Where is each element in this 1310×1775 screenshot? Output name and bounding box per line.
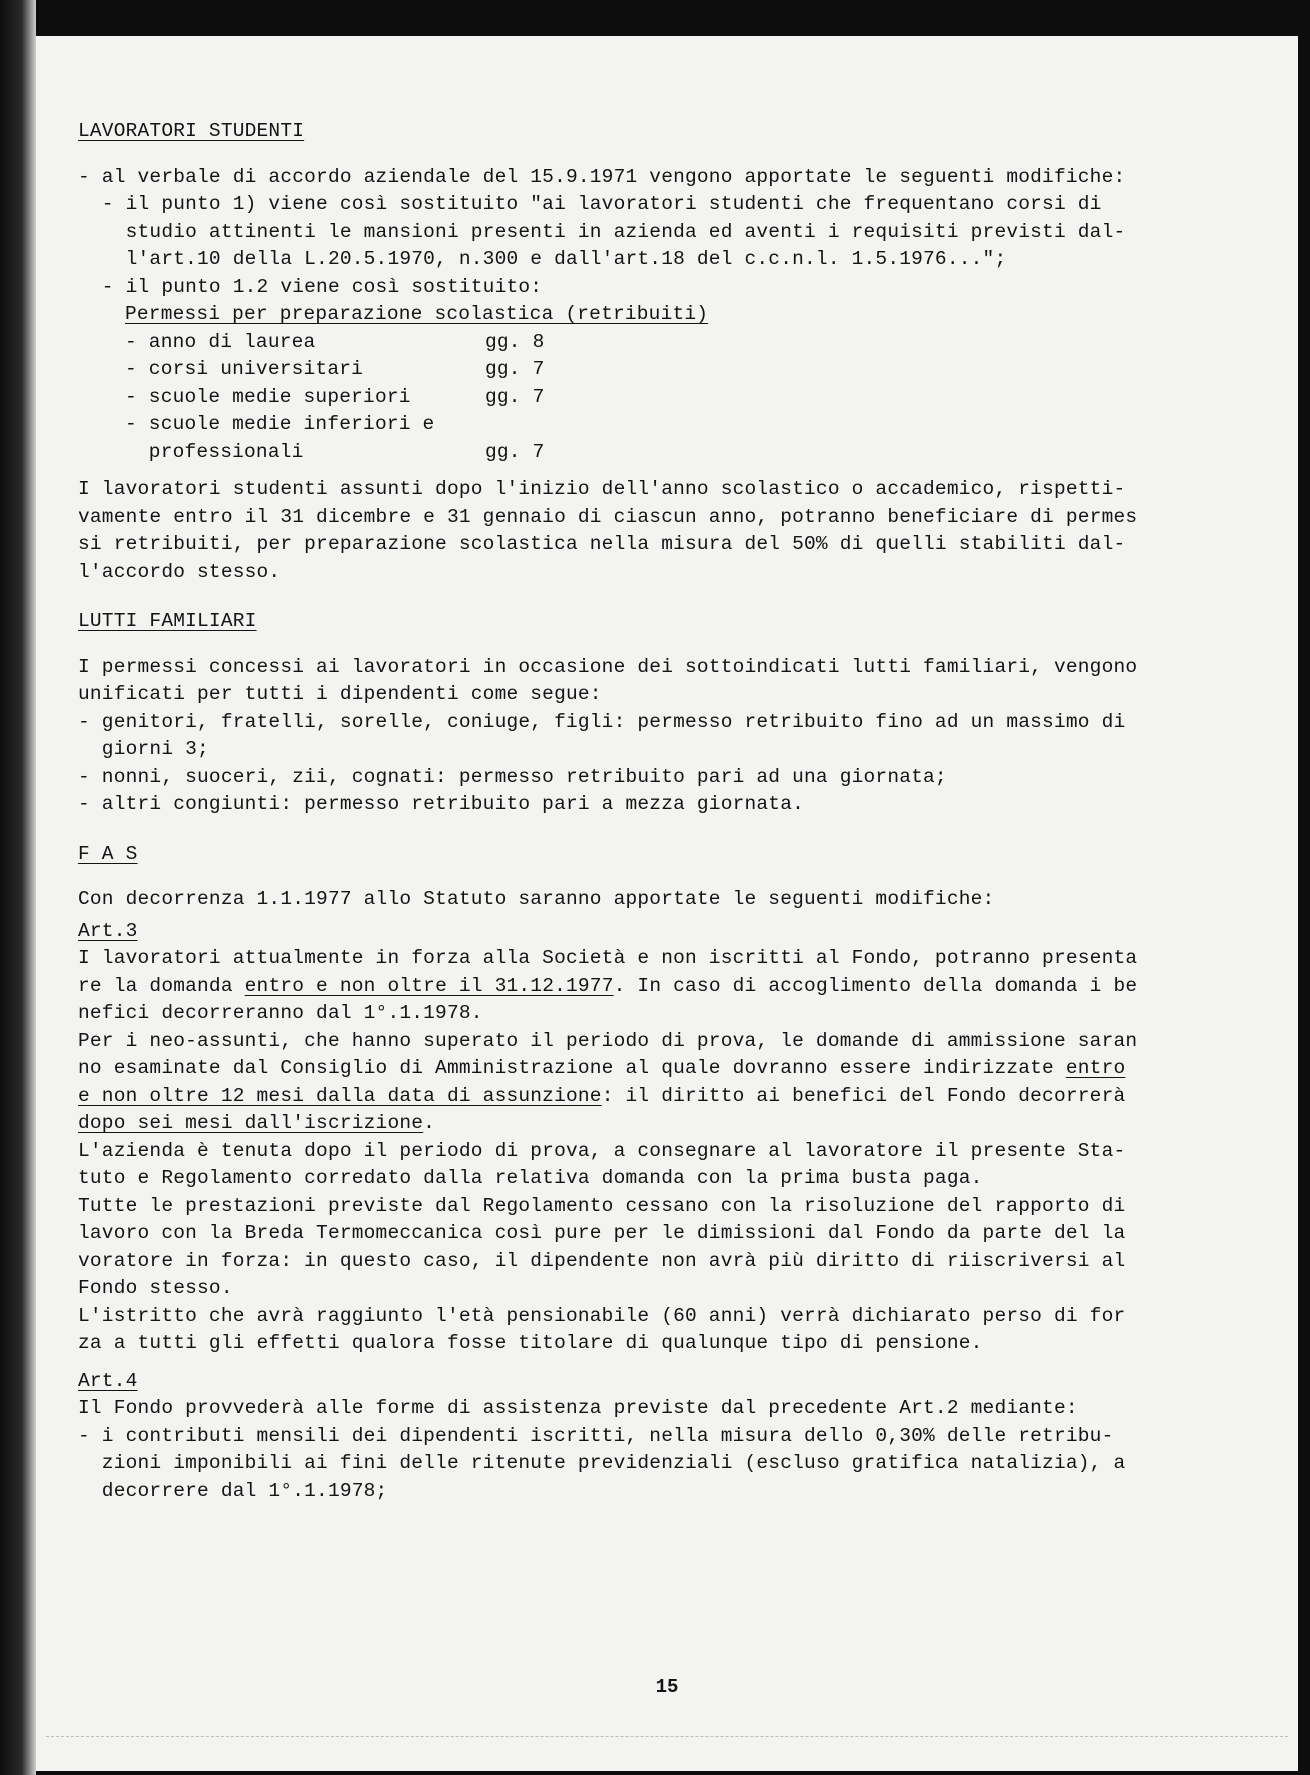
- text-line: nefici decorreranno dal 1°.1.1978.: [78, 1002, 483, 1024]
- fas-intro: Con decorrenza 1.1.1977 allo Statuto saranno apportate le seguenti modifiche:: [78, 888, 995, 910]
- permesso-row: [125, 411, 1208, 439]
- text-line: Per i neo-assunti, che hanno superato il periodo di prova, le domande di ammissione saran: [78, 1029, 1138, 1052]
- text-line: Fondo stesso.: [78, 1277, 233, 1299]
- text-line: I permessi concessi ai lavoratori in occasione dei sottoindicati lutti familiari, vengono: [78, 655, 1138, 678]
- text-fragment: re la domanda: [78, 974, 245, 997]
- document-page: [36, 36, 1298, 1771]
- text-line: I lavoratori studenti assunti dopo l'inizio dell'anno scolastico o accademico, rispetti-: [78, 478, 1126, 500]
- text-line: - nonni, suoceri, zii, cognati: permesso retribuito pari ad una giornata;: [78, 765, 947, 788]
- text-line: studio attinenti le mansioni presenti in azienda ed aventi i requisiti previsti dal-: [78, 220, 1126, 243]
- permessi-title: Permessi per preparazione scolastica (retribuiti): [125, 303, 709, 325]
- underlined-deadline: entro e non oltre il 31.12.1977: [244, 974, 614, 997]
- text-line: Il Fondo provvederà alle forme di assistenza previste dal precedente Art.2 mediante:: [78, 1397, 1078, 1419]
- permesso-label: professionali: [125, 440, 304, 463]
- text-line: tuto e Regolamento corredato dalla relativa domanda con la prima busta paga.: [78, 1167, 983, 1189]
- text-line: Tutte le prestazioni previste dal Regolamento cessano con la risoluzione del rapporto di: [78, 1194, 1126, 1217]
- section-title-lutti: LUTTI FAMILIARI: [78, 610, 257, 632]
- text-line: - altri congiunti: permesso retribuito pari a mezza giornata.: [78, 793, 805, 815]
- lavoratori-lines: [78, 164, 1208, 302]
- permesso-label: - corsi universitari: [125, 358, 364, 380]
- text-line: - i contributi mensili dei dipendenti iscritti, nella misura dello 0,30% delle retribu-: [78, 1424, 1114, 1447]
- underlined-text: dopo sei mesi dall'iscrizione: [78, 1112, 424, 1134]
- page-number: 15: [655, 1676, 679, 1698]
- text-line: - il punto 1.2 viene così sostituito:: [78, 275, 543, 298]
- text-line: I lavoratori attualmente in forza alla Società e non iscritti al Fondo, potranno presenta: [78, 947, 1138, 969]
- permesso-label: - anno di laurea: [125, 330, 316, 353]
- text-line: voratore in forza: in questo caso, il dipendente non avrà più diritto di riiscriversi al: [78, 1249, 1126, 1272]
- text-line: vamente entro il 31 dicembre e 31 gennaio di ciascun anno, potranno beneficiare di permes: [78, 505, 1138, 528]
- text-fragment: .: [423, 1112, 436, 1134]
- permesso-value: gg. 8: [485, 330, 545, 353]
- text-line: [78, 1083, 1208, 1111]
- text-line: - genitori, fratelli, sorelle, coniuge, figli: permesso retribuito fino ad un massimo di: [78, 710, 1126, 733]
- permesso-row: [125, 384, 1208, 412]
- text-line: za a tutti gli effetti qualora fosse titolare di qualunque tipo di pensione.: [78, 1332, 983, 1354]
- text-line: L'azienda è tenuta dopo il periodo di prova, a consegnare al lavoratore il presente Sta-: [78, 1139, 1126, 1162]
- art3-title: Art.3: [78, 919, 138, 942]
- text-line: - il punto 1) viene così sostituito "ai lavoratori studenti che frequentano corsi di: [78, 193, 1102, 215]
- permesso-row: [125, 329, 1208, 357]
- permessi-block: [78, 301, 1208, 466]
- lavoratori-paragraph: [78, 476, 1208, 586]
- text-line: decorrere dal 1°.1.1978;: [78, 1479, 388, 1502]
- text-line: [78, 973, 1208, 1001]
- underlined-text: e non oltre 12 mesi dalla data di assunzione: [78, 1084, 602, 1107]
- section-title-fas: F A S: [78, 842, 138, 865]
- permesso-row: [125, 356, 1208, 384]
- text-line: l'accordo stesso.: [78, 560, 281, 583]
- art4-title: Art.4: [78, 1369, 138, 1392]
- text-line: [78, 1055, 1208, 1083]
- page-bottom-rule: [46, 1736, 1288, 1737]
- document-body: [78, 118, 1208, 1505]
- permesso-label: - scuole medie inferiori e: [125, 413, 435, 435]
- text-line: unificati per tutti i dipendenti come segue:: [78, 683, 602, 705]
- permesso-value: gg. 7: [485, 440, 545, 463]
- permesso-label: - scuole medie superiori: [125, 385, 411, 408]
- text-fragment: . In caso di accoglimento della domanda i be: [613, 974, 1138, 997]
- text-line: zioni imponibili ai fini delle ritenute previdenziali (escluso gratifica natalizia), a: [78, 1452, 1126, 1474]
- scan-left-edge: [0, 0, 36, 1775]
- underlined-text: entro: [1065, 1057, 1126, 1079]
- text-line: si retribuiti, per preparazione scolastica nella misura del 50% di quelli stabiliti dal-: [78, 533, 1126, 555]
- text-line: l'art.10 della L.20.5.1970, n.300 e dall'art.18 del c.c.n.l. 1.5.1976...";: [78, 248, 1007, 270]
- permesso-row: [125, 439, 1208, 467]
- permesso-value: gg. 7: [485, 358, 545, 380]
- text-line: L'istritto che avrà raggiunto l'età pensionabile (60 anni) verrà dichiarato perso di for: [78, 1304, 1126, 1327]
- text-line: giorni 3;: [78, 738, 209, 760]
- permesso-value: gg. 7: [485, 385, 545, 408]
- text-fragment: : il diritto ai benefici del Fondo decorrerà: [601, 1084, 1126, 1107]
- text-line: lavoro con la Breda Termomeccanica così pure per le dimissioni dal Fondo da parte del la: [78, 1222, 1126, 1244]
- text-line: [78, 1110, 1208, 1138]
- section-title-lavoratori: LAVORATORI STUDENTI: [78, 120, 305, 142]
- text-fragment: no esaminate dal Consiglio di Amministrazione al quale dovranno essere indirizzate: [78, 1057, 1066, 1079]
- text-line: - al verbale di accordo aziendale del 15.9.1971 vengono apportate le seguenti modifiche:: [78, 165, 1126, 188]
